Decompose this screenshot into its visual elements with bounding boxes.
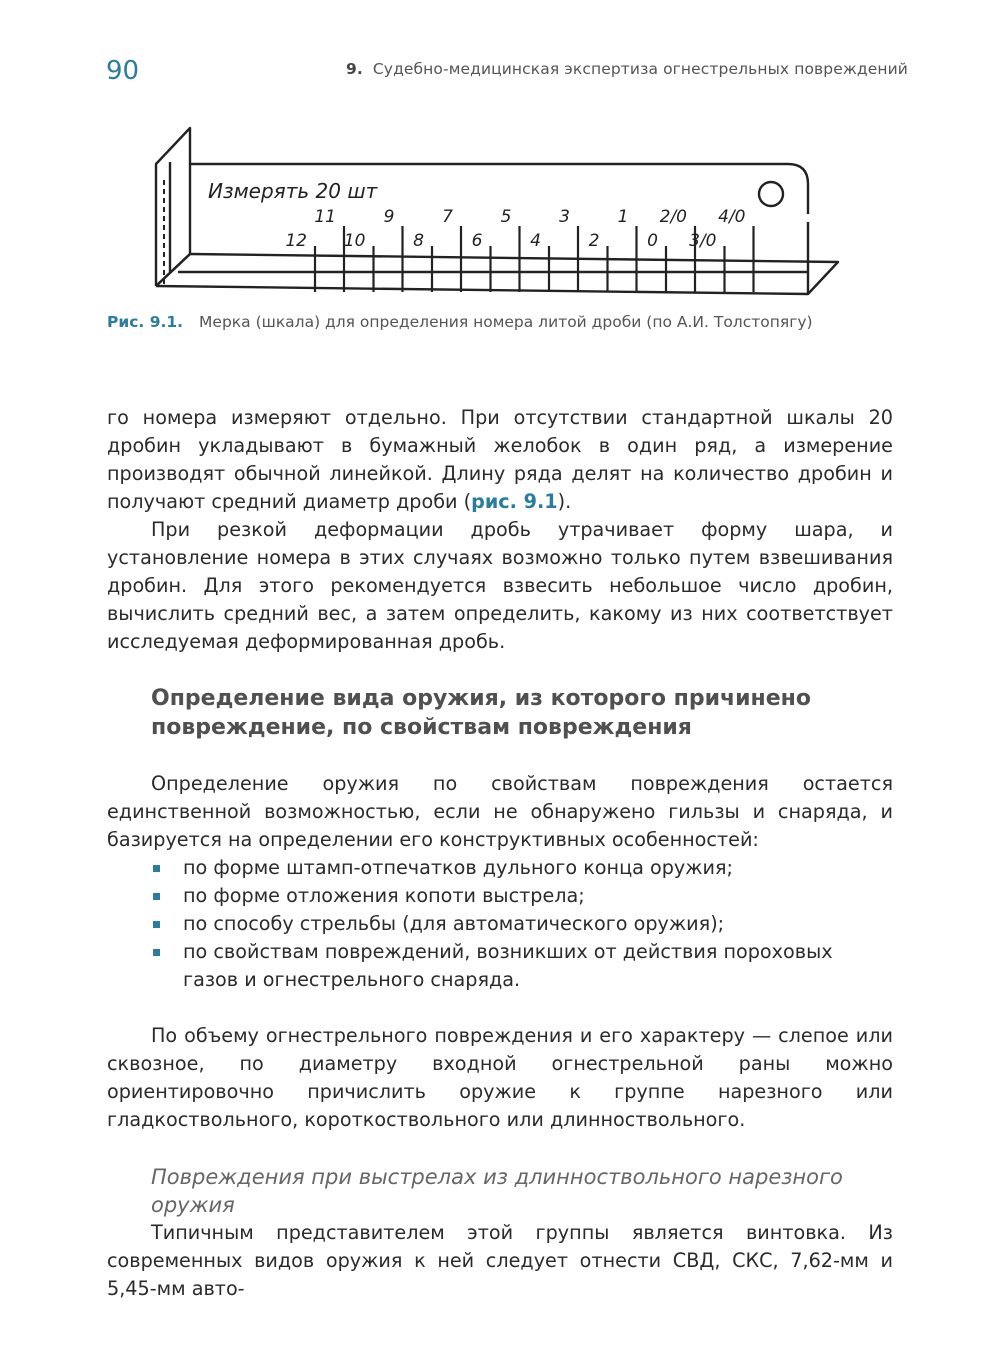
upper-mark-labels [314, 207, 745, 227]
upper-mark-label: 7 [442, 207, 453, 227]
lower-mark-label: 6 [471, 231, 483, 251]
ruler-title: Измерять 20 шт [208, 179, 378, 203]
figure-reference-link[interactable]: рис. 9.1 [471, 490, 558, 513]
list-item [107, 882, 893, 910]
upper-mark-label: 4/0 [718, 207, 746, 227]
upper-mark-label: 2/0 [659, 207, 687, 227]
subsection-heading: Повреждения при выстрелах из длинноствольного нарезного оружия [151, 1165, 843, 1217]
bullet-square-icon [153, 949, 160, 956]
bullet-list [107, 854, 893, 994]
upper-mark-label: 3 [559, 207, 570, 227]
list-item-text: по форме штамп-отпечатков дульного конца оружия; [183, 856, 734, 879]
lower-mark-label: 8 [413, 231, 424, 251]
list-item-text: по форме отложения копоти выстрела; [183, 884, 585, 907]
upper-mark-label: 1 [617, 207, 629, 227]
page-number: 90 [106, 56, 140, 86]
figure-caption-text: Мерка (шкала) для определения номера литой дроби (по А.И. Толстопягу) [199, 313, 813, 331]
bullet-square-icon [153, 893, 160, 900]
bullet-square-icon [153, 865, 160, 872]
paragraph-4: По объему огнестрельного повреждения и его характеру — слепое или сквозное, по диаметру входной огнестрельной раны можно ориентировочно причислить оружие к группе нарезного или гладкоствольного, короткоствольного или длинноствольного. [107, 1024, 893, 1131]
paragraph-2: При резкой деформации дробь утрачивает форму шара, и установление номера в этих случаях возможно только путем взвешивания дробин. Для этого рекомендуется взвесить небольшое число дробин, вычислить средний вес, а затем определить, какому из них соответствует исследуемая деформированная дробь. [107, 518, 893, 653]
body-block-4 [107, 1219, 893, 1303]
paragraph-5: Типичным представителем этой группы является винтовка. Из современных видов оружия к ней следует отнести СВД, СКС, 7,62-мм и 5,45-мм авто- [107, 1221, 893, 1300]
list-item [107, 938, 893, 994]
hole-circle [759, 182, 783, 206]
paragraph-1-text: го номера измеряют отдельно. При отсутствии стандартной шкалы 20 дробин укладывают в бумажный желобок в один ряд, а измерение производят обычной линейкой. Длину ряда делят на количество дробин и получают средний диаметр дроби ( [107, 406, 893, 513]
lower-mark-labels [285, 231, 716, 251]
section-heading: Определение вида оружия, из которого причинено повреждение, по свойствам повреждения [151, 686, 811, 740]
paragraph-1 [107, 404, 893, 516]
shot-gauge-figure [148, 122, 856, 304]
chapter-title: Судебно-медицинская экспертиза огнестрельных повреждений [372, 60, 908, 78]
body-block-3 [107, 1022, 893, 1134]
chapter-number: 9. [346, 60, 363, 78]
running-head [346, 60, 908, 78]
lower-mark-label: 2 [588, 231, 600, 251]
paragraph-3: Определение оружия по свойствам повреждения остается единственной возможностью, если не обнаружено гильзы и снаряда, и базируется на определении его конструктивных особенностей: [107, 772, 893, 851]
body-block-1 [107, 404, 893, 656]
figure-label: Рис. 9.1. [107, 313, 184, 331]
ruler-back-plate [156, 128, 190, 286]
list-item [107, 854, 893, 882]
lower-mark-label: 3/0 [689, 231, 717, 251]
list-item-text: по способу стрельбы (для автоматического оружия); [183, 912, 725, 935]
upper-mark-label: 9 [383, 207, 395, 227]
bullet-square-icon [153, 921, 160, 928]
body-block-2 [107, 770, 893, 994]
paragraph-1-tail: ). [557, 490, 572, 513]
lower-mark-label: 12 [285, 231, 307, 251]
upper-mark-label: 5 [500, 207, 512, 227]
lower-mark-label: 0 [647, 231, 658, 251]
upper-mark-label: 11 [314, 207, 336, 227]
lower-mark-label: 4 [530, 231, 541, 251]
figure-caption [107, 313, 813, 331]
lower-mark-label: 10 [343, 231, 366, 251]
list-item-text: по свойствам повреждений, возникших от действия пороховых газов и огнестрельного снаряда. [183, 940, 833, 991]
list-item [107, 910, 893, 938]
